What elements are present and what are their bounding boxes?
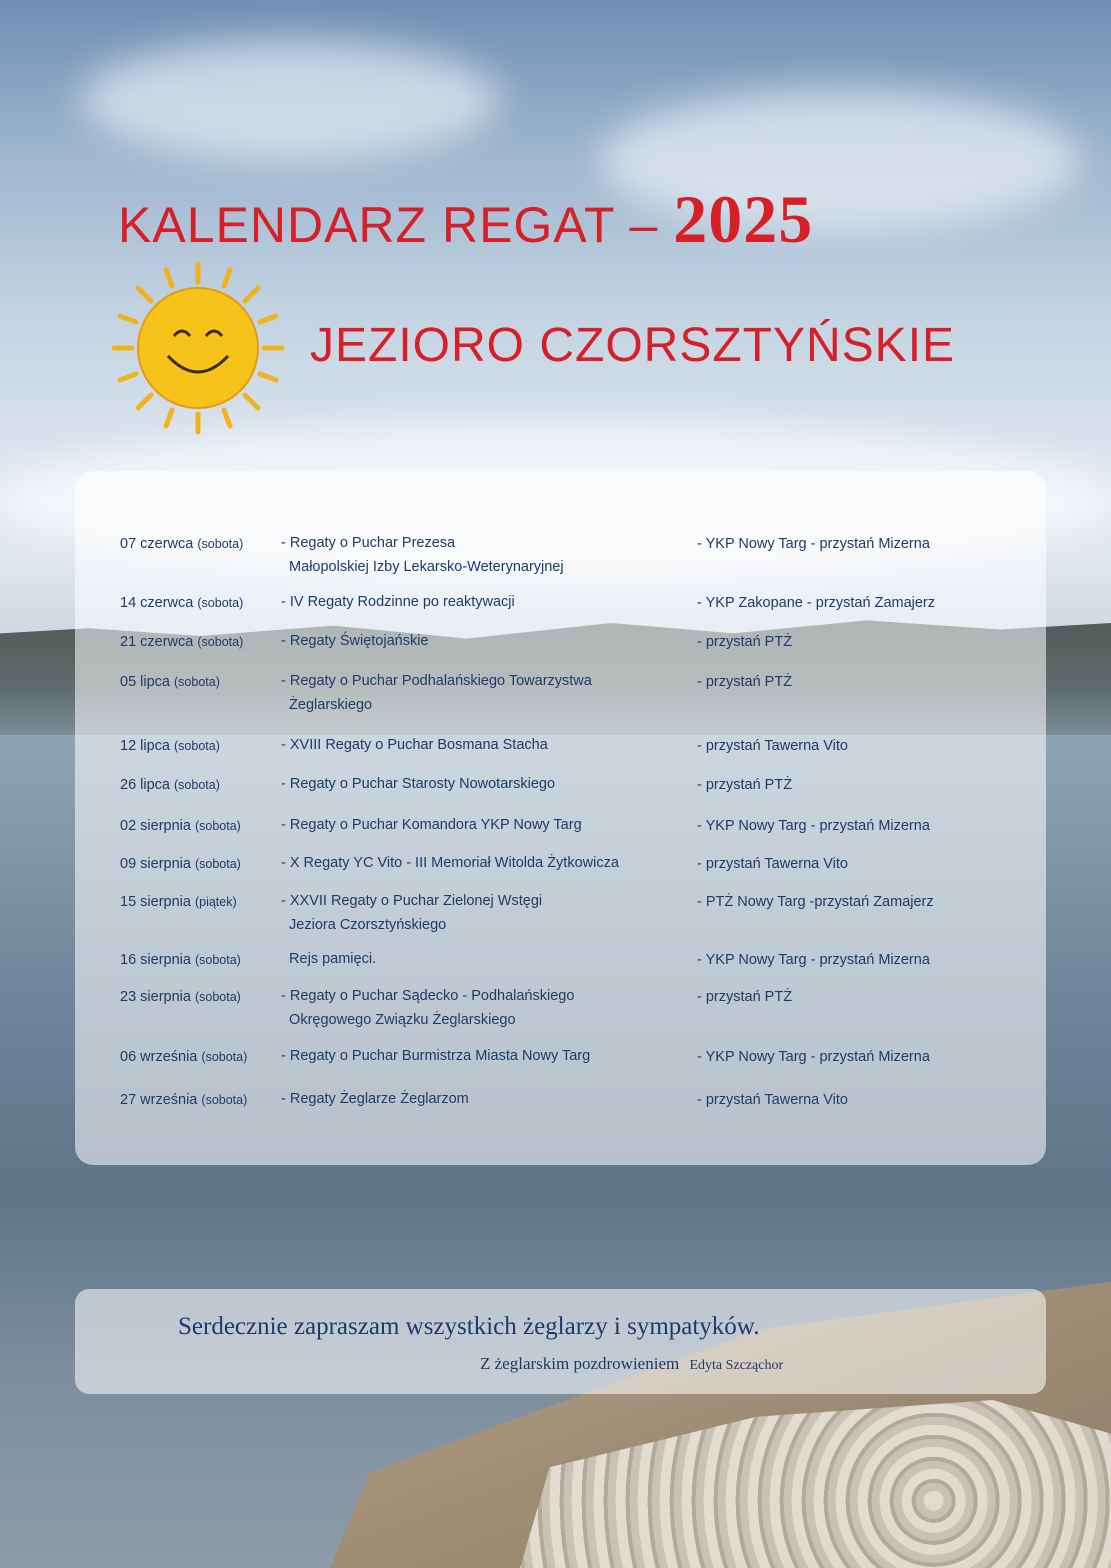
event-location: - przystań PTŻ [697,674,793,690]
event-weekday: (sobota) [201,1050,248,1064]
event-location: - przystań Tawerna Vito [697,1092,848,1108]
event-location: - przystań PTŻ [697,989,793,1005]
page-title [118,180,813,259]
event-location: - przystań Tawerna Vito [697,856,848,872]
event-date-text: 07 czerwca [120,536,194,552]
event-location: - YKP Nowy Targ - przystań Mizerna [697,536,930,552]
event-date-text: 02 sierpnia [120,818,191,834]
event-date-text: 15 sierpnia [120,894,191,910]
event-date [120,856,241,872]
title-text: KALENDARZ REGAT – [118,197,659,253]
event-weekday: (sobota) [194,990,241,1004]
event-location: - YKP Zakopane - przystań Zamajerz [697,595,936,611]
event-name: - Regaty o Puchar Burmistrza Miasta Nowy Targ [281,1048,591,1064]
event-weekday: (sobota) [174,739,220,753]
event-weekday: (sobota) [194,857,241,871]
event-date [120,738,220,754]
footer-invitation [75,1289,1046,1394]
event-name: - Regaty o Puchar Sądecko - Podhalańskiego Okręgowego Związku Żeglarskiego [281,988,575,1028]
event-name: - Regaty o Puchar Prezesa Małopolskiej Izby Lekarsko-Weterynaryjnej [281,535,564,575]
event-weekday: (sobota) [174,675,220,689]
event-date-text: 06 września [120,1049,198,1065]
event-date [120,674,220,690]
event-date [120,952,241,968]
event-location: - PTŻ Nowy Targ -przystań Zamajerz [697,894,934,910]
event-date [120,595,243,611]
smiling-sun-icon [108,258,288,438]
event-date-text: 23 sierpnia [120,989,191,1005]
event-weekday: (sobota) [194,953,241,967]
event-date-text: 14 czerwca [120,595,194,611]
greeting-text: Z żeglarskim pozdrowieniem [480,1354,680,1373]
event-date-text: 26 lipca [120,777,170,793]
event-date [120,777,220,793]
event-name: - Regaty Żeglarze Żeglarzom [281,1091,469,1107]
event-location: - przystań PTŻ [697,777,793,793]
event-weekday: (sobota) [174,778,220,792]
event-date-text: 05 lipca [120,674,170,690]
signature: Edyta Szcząchor [689,1358,784,1373]
event-name: - Regaty o Puchar Komandora YKP Nowy Targ [281,817,582,833]
event-weekday: (piątek) [194,895,237,909]
event-name: - Regaty o Puchar Starosty Nowotarskiego [281,776,556,792]
regatta-schedule [75,471,1046,1165]
event-date-text: 12 lipca [120,738,170,754]
event-location: - przystań PTŻ [697,634,793,650]
event-date [120,989,241,1005]
event-location: - YKP Nowy Targ - przystań Mizerna [697,818,930,834]
event-date [120,634,243,650]
event-weekday: (sobota) [201,1093,248,1107]
event-date [120,818,241,834]
event-weekday: (sobota) [197,596,244,610]
event-name: - Regaty o Puchar Podhalańskiego Towarzystwa Żeglarskiego [281,673,592,713]
event-location: - przystań Tawerna Vito [697,738,848,754]
event-date-text: 21 czerwca [120,634,194,650]
event-location: - YKP Nowy Targ - przystań Mizerna [697,1049,930,1065]
event-weekday: (sobota) [194,819,241,833]
page-subtitle: JEZIORO CZORSZTYŃSKIE [310,319,956,372]
event-date-text: 16 sierpnia [120,952,191,968]
event-name: - X Regaty YC Vito - III Memoriał Witolda Żytkowicza [281,855,619,871]
event-date [120,536,243,552]
event-name: Rejs pamięci. [281,951,377,967]
event-date [120,1092,247,1108]
event-name: - XVIII Regaty o Puchar Bosmana Stacha [281,737,548,753]
event-date [120,1049,247,1065]
event-name: - IV Regaty Rodzinne po reaktywacji [281,594,515,610]
invitation-text: Serdecznie zapraszam wszystkich żeglarzy i sympatyków. [178,1313,760,1340]
event-date [120,894,237,910]
greeting-line [480,1354,783,1374]
event-date-text: 09 sierpnia [120,856,191,872]
cloud [80,40,500,160]
event-location: - YKP Nowy Targ - przystań Mizerna [697,952,930,968]
title-year: 2025 [673,181,814,257]
event-name: - Regaty Świętojańskie [281,633,429,649]
event-weekday: (sobota) [197,537,244,551]
event-date-text: 27 września [120,1092,198,1108]
event-name: - XXVII Regaty o Puchar Zielonej Wstęgi Jeziora Czorsztyńskiego [281,893,543,933]
event-weekday: (sobota) [197,635,244,649]
